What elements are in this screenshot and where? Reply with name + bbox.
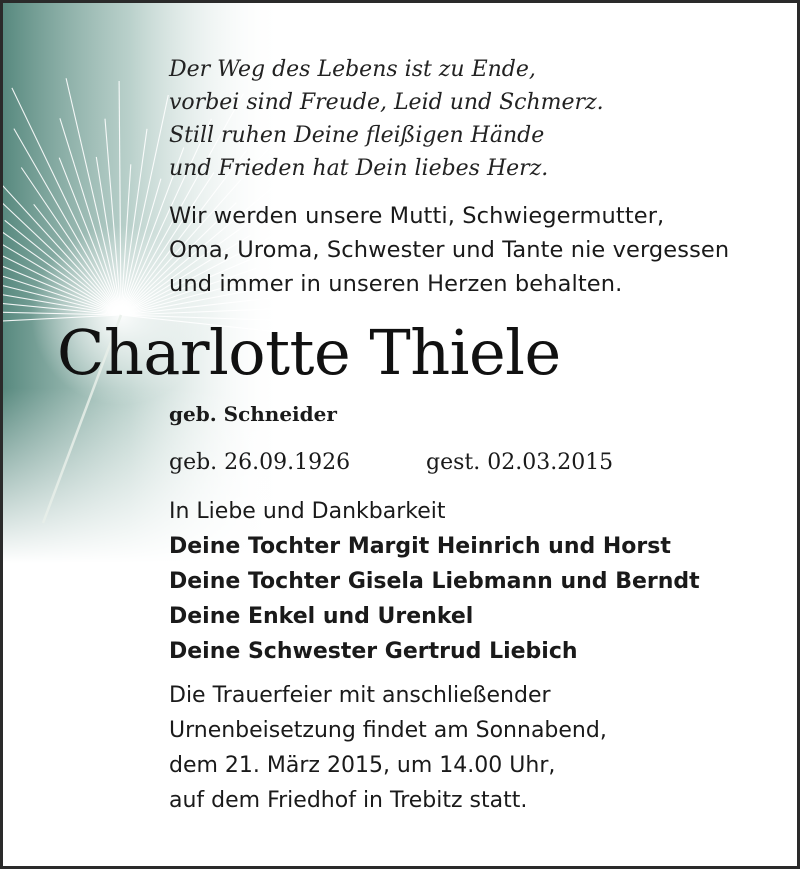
intro-line: Oma, Uroma, Schwester und Tante nie vergessen (169, 237, 730, 263)
mourner: Deine Tochter Gisela Liebmann und Berndt (169, 569, 700, 594)
mourner: Deine Tochter Margit Heinrich und Horst (169, 534, 671, 559)
intro-line: Wir werden unsere Mutti, Schwiegermutter, (169, 203, 665, 229)
funeral-line: auf dem Friedhof in Trebitz statt. (169, 788, 528, 813)
intro-line: und immer in unseren Herzen behalten. (169, 271, 623, 297)
poem-line: und Frieden hat Dein liebes Herz. (169, 156, 549, 181)
poem-line: Still ruhen Deine fleißigen Hände (169, 123, 545, 148)
deceased-name: Charlotte Thiele (57, 316, 561, 389)
mourners-list (169, 529, 700, 669)
mourner: Deine Schwester Gertrud Liebich (169, 639, 578, 664)
funeral-line: Urnenbeisetzung findet am Sonnabend, (169, 718, 607, 743)
birth-date: geb. 26.09.1926 (169, 450, 351, 475)
funeral-info (169, 678, 607, 818)
intro-text (169, 199, 729, 301)
funeral-line: Die Trauerfeier mit anschließender (169, 683, 551, 708)
birth-name: geb. Schneider (169, 402, 337, 426)
thanks-line: In Liebe und Dankbarkeit (169, 499, 446, 524)
poem (169, 53, 604, 185)
life-dates (169, 447, 614, 479)
poem-line: vorbei sind Freude, Leid und Schmerz. (169, 90, 604, 115)
death-date: gest. 02.03.2015 (426, 450, 614, 475)
funeral-line: dem 21. März 2015, um 14.00 Uhr, (169, 753, 556, 778)
mourner: Deine Enkel und Urenkel (169, 604, 474, 629)
poem-line: Der Weg des Lebens ist zu Ende, (169, 57, 536, 82)
